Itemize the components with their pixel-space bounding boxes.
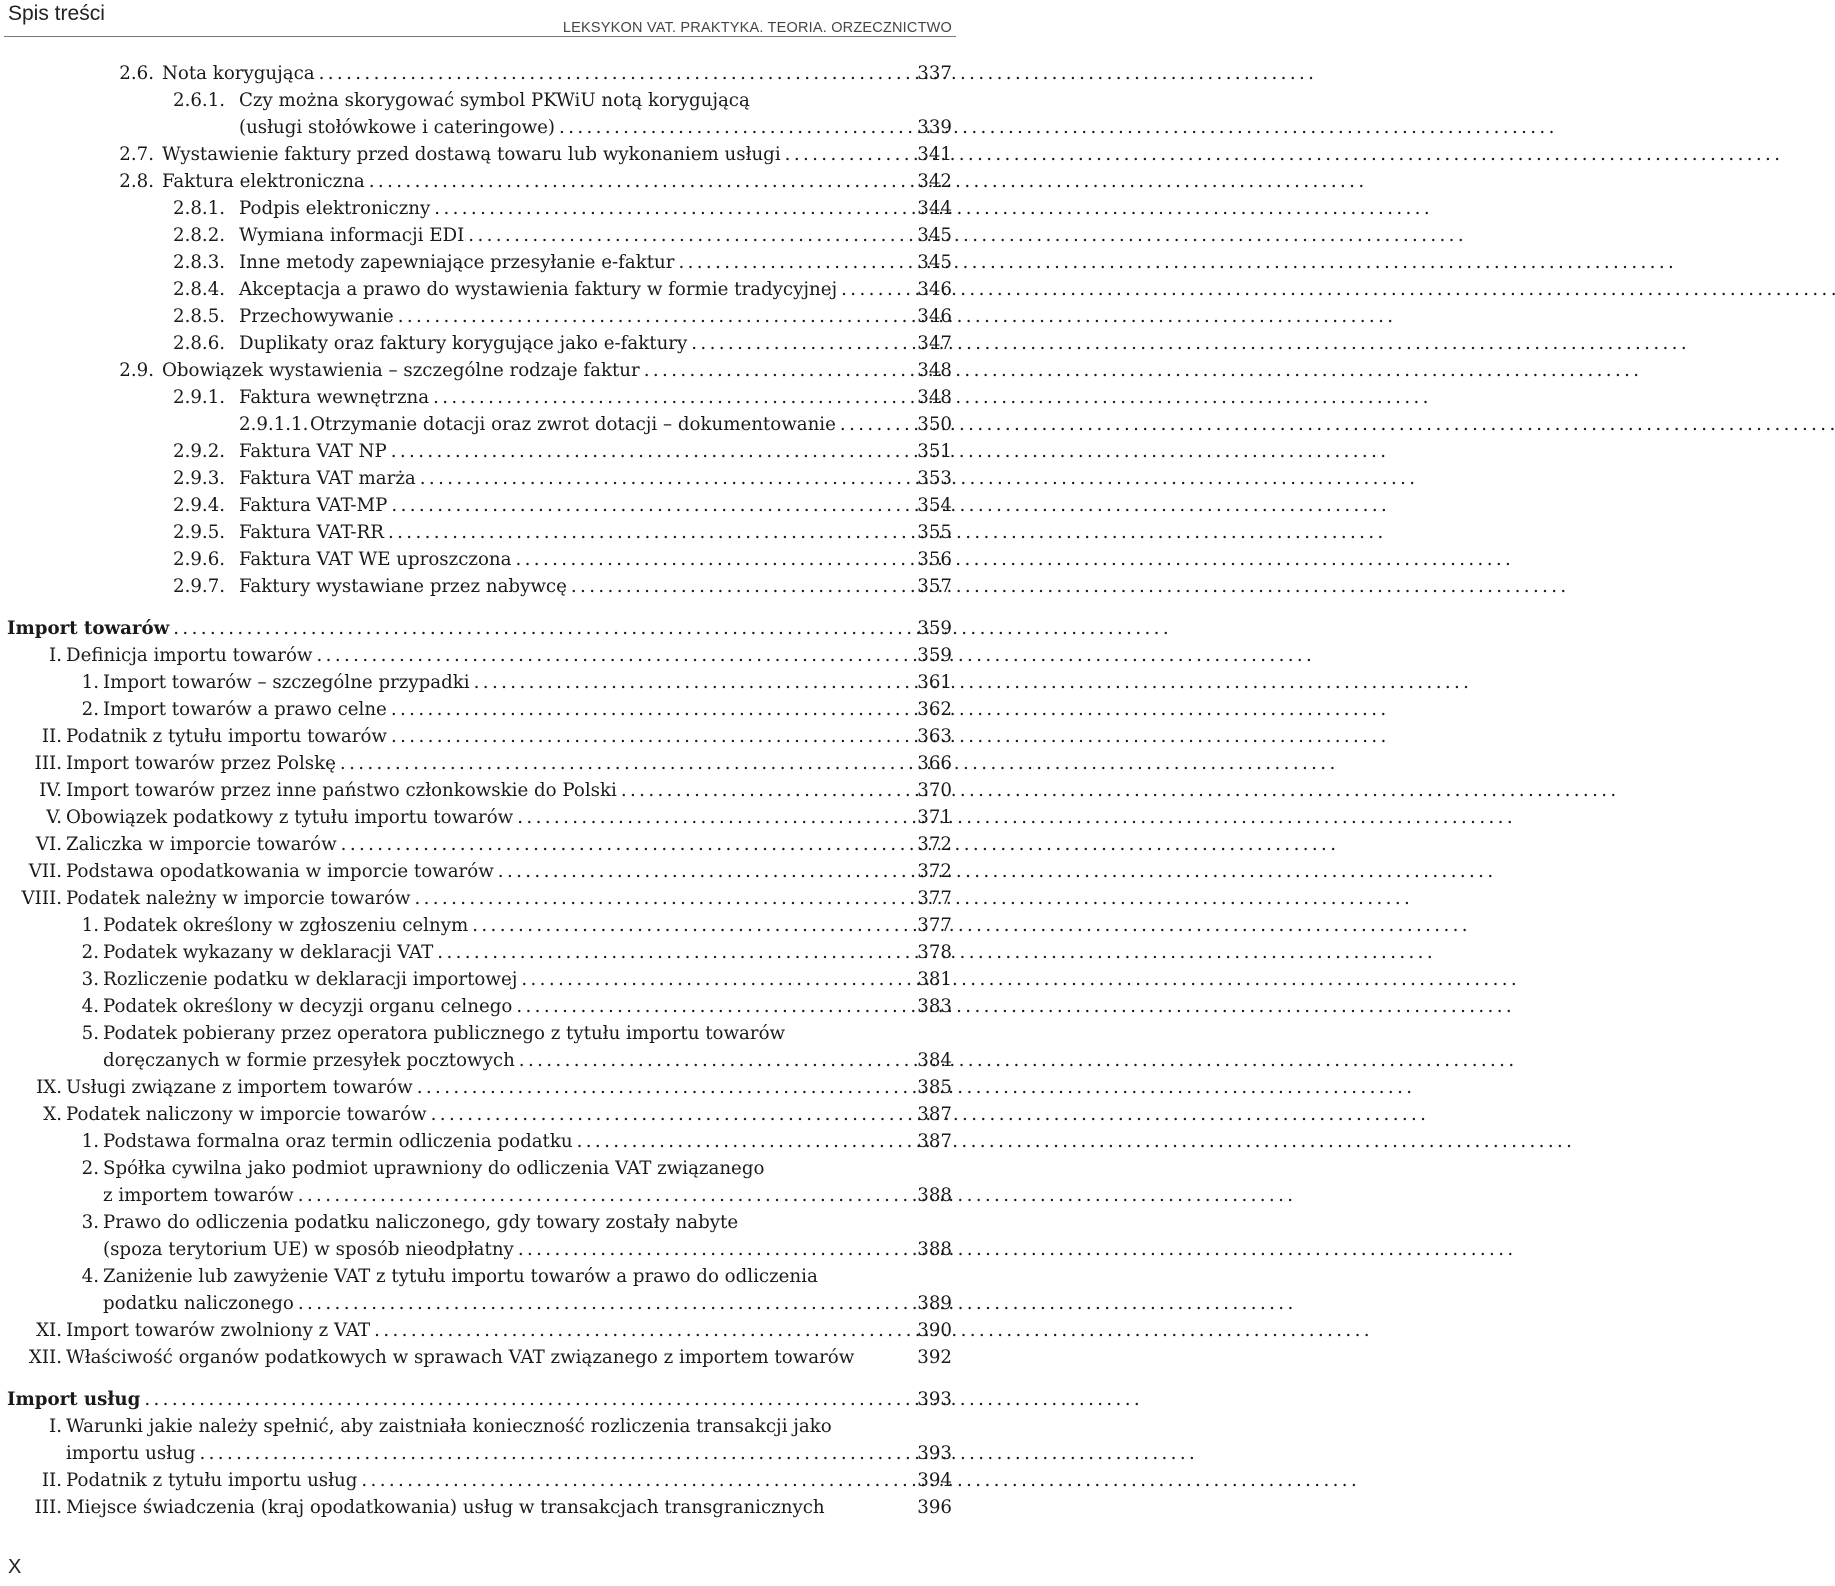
toc-entry-title: Warunki jakie należy spełnić, aby zaistniała konieczność rozliczenia transakcji jako bbox=[66, 1416, 832, 1437]
toc-entry-number: 2.8.1. bbox=[173, 198, 226, 219]
toc-entry-number: 2.8.4. bbox=[173, 279, 226, 300]
toc-entry-page: 378 bbox=[917, 942, 952, 963]
dot-leader bbox=[384, 519, 1382, 546]
toc-entry-page: 381 bbox=[917, 969, 952, 990]
toc-entry-title: Prawo do odliczenia podatku naliczonego, gdy towary zostały nabyte bbox=[103, 1212, 739, 1233]
toc-entry-title: Duplikaty oraz faktury korygujące jako e-faktury bbox=[239, 333, 688, 354]
toc-entry[interactable] bbox=[0, 1317, 960, 1344]
toc-entry-title: Podatnik z tytułu importu usług bbox=[66, 1470, 358, 1491]
toc-entry-number: 2.9.6. bbox=[173, 549, 226, 570]
toc-entry-title: Spółka cywilna jako podmiot uprawniony do odliczenia VAT związanego bbox=[103, 1158, 765, 1179]
dot-leader bbox=[687, 330, 1685, 357]
toc-entry-number: X. bbox=[43, 1104, 62, 1125]
dot-leader bbox=[464, 222, 1462, 249]
dot-leader bbox=[567, 573, 1565, 600]
toc-entry-title: Obowiązek podatkowy z tytułu importu towarów bbox=[66, 807, 514, 828]
toc-entry-page: 372 bbox=[917, 861, 952, 882]
toc-entry[interactable] bbox=[0, 249, 960, 276]
toc-entry-title: Inne metody zapewniające przesyłanie e-faktur bbox=[239, 252, 675, 273]
toc-entry-title: Faktura VAT NP bbox=[239, 441, 387, 462]
toc-entry-page: 370 bbox=[917, 780, 952, 801]
toc-entry-page: 348 bbox=[917, 387, 952, 408]
toc-entry-title: Podpis elektroniczny bbox=[239, 198, 431, 219]
toc-entry-page: 371 bbox=[917, 807, 952, 828]
toc-entry-number: 4. bbox=[81, 996, 99, 1017]
toc-entry[interactable] bbox=[0, 912, 960, 939]
toc-entry-title: Podatek pobierany przez operatora publicznego z tytułu importu towarów bbox=[103, 1023, 786, 1044]
toc-entry-page: 348 bbox=[917, 360, 952, 381]
toc-entry-number: 3. bbox=[81, 969, 99, 990]
toc-entry[interactable] bbox=[0, 804, 960, 831]
toc-entry-number: II. bbox=[41, 1470, 62, 1491]
toc-entry[interactable] bbox=[0, 1155, 960, 1182]
toc-entry-title: Wystawienie faktury przed dostawą towaru lub wykonaniem usługi bbox=[162, 144, 781, 165]
toc-entry[interactable] bbox=[0, 1047, 960, 1074]
toc-entry-title: Import towarów bbox=[7, 618, 170, 639]
dot-leader bbox=[573, 1128, 1571, 1155]
toc-entry-page: 377 bbox=[917, 915, 952, 936]
toc-entry[interactable] bbox=[0, 723, 960, 750]
toc-entry-page: 351 bbox=[917, 441, 952, 462]
toc-entry-number: IX. bbox=[36, 1077, 62, 1098]
header-subtitle: LEKSYKON VAT. PRAKTYKA. TEORIA. ORZECZNICTWO bbox=[562, 20, 952, 36]
toc-entry[interactable] bbox=[0, 330, 960, 357]
toc-entry[interactable] bbox=[0, 1344, 960, 1371]
toc-entry-title: importu usług bbox=[66, 1443, 196, 1464]
toc-entry[interactable] bbox=[0, 1440, 960, 1467]
toc-entry-title: Import towarów przez inne państwo członkowskie do Polski bbox=[66, 780, 617, 801]
toc-entry-number: 2.6. bbox=[119, 63, 154, 84]
toc-entry[interactable] bbox=[0, 669, 960, 696]
toc-entry-title: Otrzymanie dotacji oraz zwrot dotacji – dokumentowanie bbox=[310, 414, 836, 435]
toc-entry-page: 356 bbox=[917, 549, 952, 570]
toc-entry[interactable] bbox=[0, 1290, 960, 1317]
toc-entry[interactable] bbox=[0, 1101, 960, 1128]
toc-entry-page: 387 bbox=[917, 1131, 952, 1152]
toc-entry-page: 344 bbox=[917, 198, 952, 219]
dot-leader bbox=[836, 411, 1834, 438]
toc-entry[interactable] bbox=[0, 1074, 960, 1101]
dot-leader bbox=[394, 303, 1392, 330]
dot-leader bbox=[387, 438, 1385, 465]
toc-entry[interactable] bbox=[0, 1413, 960, 1440]
toc-entry-number: 2.8. bbox=[119, 171, 154, 192]
toc-entry-title: Podatek wykazany w deklaracji VAT bbox=[103, 942, 434, 963]
toc-entry-page: 372 bbox=[917, 834, 952, 855]
toc-entry-number: V. bbox=[46, 807, 62, 828]
toc-entry-number: XII. bbox=[28, 1347, 62, 1368]
table-of-contents bbox=[0, 60, 960, 1521]
toc-entry-title: Zaliczka w imporcie towarów bbox=[66, 834, 337, 855]
dot-leader bbox=[140, 1386, 1138, 1413]
dot-leader bbox=[313, 642, 1311, 669]
toc-entry-title: podatku naliczonego bbox=[103, 1293, 294, 1314]
toc-entry[interactable] bbox=[0, 1128, 960, 1155]
toc-entry-number: 5. bbox=[81, 1023, 99, 1044]
dot-leader bbox=[517, 966, 1515, 993]
dot-leader bbox=[365, 168, 1363, 195]
dot-leader bbox=[315, 60, 1313, 87]
dot-leader bbox=[387, 696, 1385, 723]
toc-entry[interactable] bbox=[0, 750, 960, 777]
dot-leader bbox=[370, 1317, 1368, 1344]
toc-entry[interactable] bbox=[0, 696, 960, 723]
toc-entry-page: 385 bbox=[917, 1077, 952, 1098]
toc-entry-page: 387 bbox=[917, 1104, 952, 1125]
toc-entry-title: Import towarów – szczególne przypadki bbox=[103, 672, 470, 693]
toc-entry-number: 1. bbox=[81, 672, 99, 693]
toc-entry-number: IV. bbox=[39, 780, 62, 801]
toc-entry-number: 2.9.7. bbox=[173, 576, 226, 597]
toc-entry-title: Zaniżenie lub zawyżenie VAT z tytułu importu towarów a prawo do odliczenia bbox=[103, 1266, 818, 1287]
toc-entry-title: Podatek naliczony w imporcie towarów bbox=[66, 1104, 427, 1125]
toc-entry[interactable] bbox=[0, 276, 960, 303]
toc-entry-number: 2.9.1.1. bbox=[239, 414, 309, 435]
toc-entry[interactable] bbox=[0, 885, 960, 912]
toc-entry[interactable] bbox=[0, 1386, 960, 1413]
dot-leader bbox=[195, 1440, 1193, 1467]
toc-entry-title: Definicja importu towarów bbox=[66, 645, 313, 666]
toc-entry[interactable] bbox=[0, 222, 960, 249]
toc-entry-title: Podstawa opodatkowania w imporcie towarów bbox=[66, 861, 494, 882]
toc-entry-title: Właściwość organów podatkowych w sprawach VAT związanego z importem towarów bbox=[66, 1347, 855, 1368]
toc-entry[interactable] bbox=[0, 1236, 960, 1263]
toc-entry-number: 2.8.5. bbox=[173, 306, 226, 327]
toc-entry-title: Import towarów zwolniony z VAT bbox=[66, 1320, 371, 1341]
toc-entry-number: 1. bbox=[81, 1131, 99, 1152]
toc-entry-number: VIII. bbox=[21, 888, 62, 909]
dot-leader bbox=[294, 1182, 1292, 1209]
header-title: Spis treści bbox=[8, 2, 105, 25]
dot-leader bbox=[470, 669, 1468, 696]
toc-entry-number: II. bbox=[41, 726, 62, 747]
toc-entry-title: Usługi związane z importem towarów bbox=[66, 1077, 413, 1098]
toc-entry-title: Nota korygująca bbox=[162, 63, 315, 84]
toc-entry[interactable] bbox=[0, 492, 960, 519]
toc-entry-page: 393 bbox=[917, 1389, 952, 1410]
toc-entry-page: 389 bbox=[917, 1293, 952, 1314]
toc-entry-title: Podatek określony w decyzji organu celnego bbox=[103, 996, 513, 1017]
toc-entry[interactable] bbox=[0, 642, 960, 669]
toc-entry-page: 339 bbox=[917, 117, 952, 138]
toc-entry-number: 2.9.5. bbox=[173, 522, 226, 543]
toc-entry-title: (spoza terytorium UE) w sposób nieodpłatny bbox=[103, 1239, 514, 1260]
toc-entry-page: 353 bbox=[917, 468, 952, 489]
toc-entry-page: 377 bbox=[917, 888, 952, 909]
dot-leader bbox=[514, 1236, 1512, 1263]
toc-entry-title: Import usług bbox=[7, 1389, 141, 1410]
dot-leader bbox=[617, 777, 1615, 804]
toc-entry-number: 2. bbox=[81, 1158, 99, 1179]
toc-entry-page: 392 bbox=[917, 1347, 952, 1368]
dot-leader bbox=[511, 546, 1509, 573]
toc-entry-title: Przechowywanie bbox=[239, 306, 394, 327]
toc-entry-number: 2.9.3. bbox=[173, 468, 226, 489]
toc-entry-page: 337 bbox=[917, 63, 952, 84]
toc-entry[interactable] bbox=[0, 858, 960, 885]
toc-entry[interactable] bbox=[0, 1209, 960, 1236]
toc-entry-title: Akceptacja a prawo do wystawienia faktury w formie tradycyjnej bbox=[239, 279, 838, 300]
toc-entry[interactable] bbox=[0, 141, 960, 168]
toc-entry[interactable] bbox=[0, 1494, 960, 1521]
toc-entry-number: 2.6.1. bbox=[173, 90, 226, 111]
toc-entry[interactable] bbox=[0, 168, 960, 195]
toc-entry[interactable] bbox=[0, 519, 960, 546]
toc-entry[interactable] bbox=[0, 114, 960, 141]
toc-entry-page: 388 bbox=[917, 1239, 952, 1260]
dot-leader bbox=[169, 615, 1167, 642]
toc-entry-page: 361 bbox=[917, 672, 952, 693]
dot-leader bbox=[387, 492, 1385, 519]
toc-entry-number: VI. bbox=[35, 834, 62, 855]
page-number: X bbox=[8, 1556, 22, 1578]
dot-leader bbox=[387, 723, 1385, 750]
toc-entry[interactable] bbox=[0, 777, 960, 804]
toc-entry-title: Podatnik z tytułu importu towarów bbox=[66, 726, 387, 747]
toc-entry-title: Wymiana informacji EDI bbox=[239, 225, 465, 246]
toc-entry-page: 345 bbox=[917, 225, 952, 246]
toc-entry-number: VII. bbox=[28, 861, 62, 882]
toc-entry-page: 384 bbox=[917, 1050, 952, 1071]
toc-entry[interactable] bbox=[0, 1467, 960, 1494]
toc-entry-title: Podatek należny w imporcie towarów bbox=[66, 888, 411, 909]
dot-leader bbox=[515, 1047, 1513, 1074]
toc-entry[interactable] bbox=[0, 1020, 960, 1047]
toc-entry[interactable] bbox=[0, 303, 960, 330]
dot-leader bbox=[294, 1290, 1292, 1317]
toc-entry-page: 396 bbox=[917, 1497, 952, 1518]
toc-entry-number: XI. bbox=[36, 1320, 62, 1341]
toc-entry[interactable] bbox=[0, 573, 960, 600]
toc-entry-title: Podatek określony w zgłoszeniu celnym bbox=[103, 915, 469, 936]
toc-entry-page: 346 bbox=[917, 306, 952, 327]
toc-entry-title: Faktura VAT-MP bbox=[239, 495, 388, 516]
toc-entry[interactable] bbox=[0, 60, 960, 87]
toc-entry-title: z importem towarów bbox=[103, 1185, 294, 1206]
toc-entry-page: 362 bbox=[917, 699, 952, 720]
toc-entry-title: (usługi stołówkowe i cateringowe) bbox=[239, 117, 556, 138]
toc-entry-number: 2.8.2. bbox=[173, 225, 226, 246]
toc-entry-page: 366 bbox=[917, 753, 952, 774]
toc-entry[interactable] bbox=[0, 438, 960, 465]
toc-entry-title: Rozliczenie podatku w deklaracji importowej bbox=[103, 969, 518, 990]
toc-entry-number: 2.9.4. bbox=[173, 495, 226, 516]
toc-entry[interactable] bbox=[0, 939, 960, 966]
toc-entry-title: Import towarów a prawo celne bbox=[103, 699, 387, 720]
toc-entry-number: III. bbox=[34, 753, 62, 774]
toc-entry-title: Faktura wewnętrzna bbox=[239, 387, 430, 408]
toc-entry[interactable] bbox=[0, 615, 960, 642]
toc-entry-title: Podstawa formalna oraz termin odliczenia podatku bbox=[103, 1131, 573, 1152]
toc-entry-title: Import towarów przez Polskę bbox=[66, 753, 336, 774]
toc-entry-number: 3. bbox=[81, 1212, 99, 1233]
dot-leader bbox=[555, 114, 1553, 141]
toc-entry-title: Faktura elektroniczna bbox=[162, 171, 365, 192]
toc-entry-number: 2.8.3. bbox=[173, 252, 226, 273]
dot-leader bbox=[513, 804, 1511, 831]
toc-entry-page: 341 bbox=[917, 144, 952, 165]
toc-entry-page: 347 bbox=[917, 333, 952, 354]
toc-entry[interactable] bbox=[0, 87, 960, 114]
toc-entry-number: 2.9. bbox=[119, 360, 154, 381]
toc-entry-number: 1. bbox=[81, 915, 99, 936]
toc-entry-page: 393 bbox=[917, 1443, 952, 1464]
toc-entry-page: 354 bbox=[917, 495, 952, 516]
toc-entry-page: 345 bbox=[917, 252, 952, 273]
toc-entry-page: 355 bbox=[917, 522, 952, 543]
toc-entry-page: 383 bbox=[917, 996, 952, 1017]
toc-entry-page: 363 bbox=[917, 726, 952, 747]
toc-entry-page: 350 bbox=[917, 414, 952, 435]
toc-entry[interactable] bbox=[0, 1182, 960, 1209]
toc-entry-title: Faktura VAT marża bbox=[239, 468, 416, 489]
toc-entry-title: Miejsce świadczenia (kraj opodatkowania) usług w transakcjach transgranicznych bbox=[66, 1497, 825, 1518]
header-rule bbox=[4, 36, 956, 37]
toc-entry-number: 2. bbox=[81, 699, 99, 720]
toc-entry-number: 4. bbox=[81, 1266, 99, 1287]
toc-entry-page: 394 bbox=[917, 1470, 952, 1491]
toc-entry[interactable] bbox=[0, 384, 960, 411]
toc-entry-number: I. bbox=[49, 1416, 62, 1437]
toc-entry[interactable] bbox=[0, 195, 960, 222]
toc-entry-page: 357 bbox=[917, 576, 952, 597]
toc-entry-title: Czy można skorygować symbol PKWiU notą korygującą bbox=[239, 90, 750, 111]
toc-entry-page: 390 bbox=[917, 1320, 952, 1341]
dot-leader bbox=[674, 249, 1672, 276]
toc-entry-number: 2.9.2. bbox=[173, 441, 226, 462]
toc-entry[interactable] bbox=[0, 465, 960, 492]
toc-entry-number: I. bbox=[49, 645, 62, 666]
toc-entry[interactable] bbox=[0, 831, 960, 858]
dot-leader bbox=[468, 912, 1466, 939]
dot-leader bbox=[494, 858, 1492, 885]
toc-entry-number: 2.7. bbox=[119, 144, 154, 165]
toc-entry-page: 359 bbox=[917, 645, 952, 666]
toc-entry-number: III. bbox=[34, 1497, 62, 1518]
toc-entry-number: 2.8.6. bbox=[173, 333, 226, 354]
toc-entry-title: Obowiązek wystawienia – szczególne rodzaje faktur bbox=[162, 360, 640, 381]
toc-entry-title: Faktura VAT-RR bbox=[239, 522, 384, 543]
toc-entry[interactable] bbox=[0, 993, 960, 1020]
dot-leader bbox=[357, 1467, 1355, 1494]
toc-entry-title: Faktury wystawiane przez nabywcę bbox=[239, 576, 567, 597]
dot-leader bbox=[837, 276, 1835, 303]
toc-entry-number: 2.9.1. bbox=[173, 387, 226, 408]
toc-entry[interactable] bbox=[0, 357, 960, 384]
toc-entry[interactable] bbox=[0, 411, 960, 438]
toc-entry[interactable] bbox=[0, 966, 960, 993]
toc-entry-number: 2. bbox=[81, 942, 99, 963]
toc-entry-title: doręczanych w formie przesyłek pocztowych bbox=[103, 1050, 515, 1071]
toc-entry-page: 359 bbox=[917, 618, 952, 639]
toc-entry[interactable] bbox=[0, 546, 960, 573]
toc-entry-page: 346 bbox=[917, 279, 952, 300]
toc-entry[interactable] bbox=[0, 1263, 960, 1290]
toc-entry-page: 342 bbox=[917, 171, 952, 192]
dot-leader bbox=[336, 750, 1334, 777]
page-header bbox=[0, 0, 960, 40]
toc-entry-title: Faktura VAT WE uproszczona bbox=[239, 549, 512, 570]
dot-leader bbox=[512, 993, 1510, 1020]
dot-leader bbox=[337, 831, 1335, 858]
dot-leader bbox=[640, 357, 1638, 384]
toc-entry-page: 388 bbox=[917, 1185, 952, 1206]
